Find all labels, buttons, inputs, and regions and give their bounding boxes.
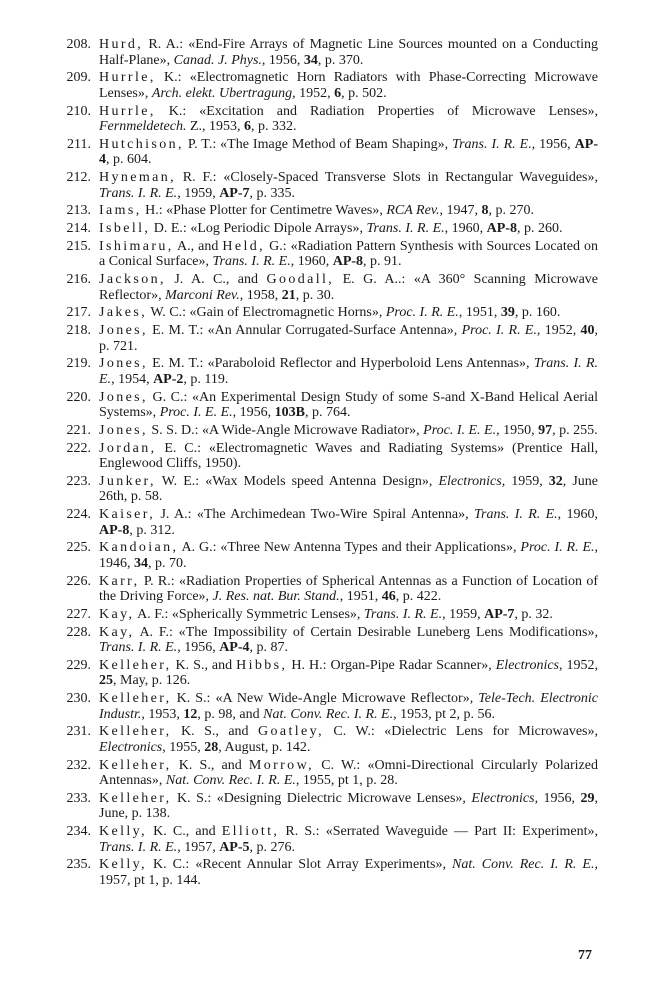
reference-text: , 1955, pt 1, p. 28.	[295, 773, 398, 788]
reference-text: , p. 332.	[251, 119, 297, 134]
reference-author: Kelleher,	[99, 657, 172, 673]
reference-journal: Trans. I. R. E.	[366, 221, 445, 236]
reference-journal: Tele-Tech. Electronic Industr.	[99, 691, 599, 722]
reference-journal: Marconi Rev.	[165, 287, 240, 303]
reference-text: , p. 255.	[552, 422, 598, 438]
reference-number: 229.	[66, 657, 91, 673]
reference-text: , p. 119.	[183, 371, 229, 387]
reference-author: Hurd,	[99, 37, 144, 52]
reference-item	[50, 305, 598, 321]
reference-text: , p. 70.	[148, 555, 187, 571]
reference-text: , 1953,	[141, 706, 184, 722]
reference-number: 233.	[66, 790, 91, 806]
reference-text: , p. 270.	[488, 203, 534, 219]
reference-author: Kelly,	[99, 857, 147, 873]
reference-journal: Trans. I. R. E.	[452, 136, 532, 152]
reference-text: R. A.: «End-Fire Arrays of Magnetic Line Sources mounted on a Conducting Half-Plane»,	[99, 37, 598, 68]
reference-number: 227.	[66, 606, 91, 622]
reference-text: , 1952,	[559, 657, 598, 673]
reference-item	[50, 607, 598, 623]
reference-number: 213.	[66, 203, 91, 219]
reference-author: Hurrle,	[99, 103, 156, 119]
reference-text: A., and	[173, 238, 223, 254]
reference-author: Kaiser,	[99, 507, 156, 522]
reference-volume: 25	[99, 673, 113, 689]
reference-volume: 29	[580, 790, 595, 806]
reference-list	[50, 37, 598, 891]
reference-item	[50, 441, 598, 472]
reference-text: H. H.: Organ-Pipe Radar Scanner»,	[287, 657, 496, 673]
reference-text: , 1950,	[496, 422, 539, 438]
reference-item	[50, 474, 598, 505]
reference-number: 222.	[66, 440, 91, 456]
reference-journal: Nat. Conv. Rec. I. R. E.	[263, 706, 394, 722]
reference-text: , p. 422.	[395, 589, 442, 604]
reference-journal: Arch. elekt. Ubertragung	[151, 85, 293, 101]
reference-item	[50, 390, 598, 421]
reference-journal: J. Res. nat. Bur. Stand.	[212, 589, 340, 604]
reference-text: K. C., and	[146, 824, 222, 839]
reference-text: , August, p. 142.	[218, 739, 311, 755]
reference-text: A. F.: «Spherically Symmetric Lenses»,	[134, 606, 364, 622]
reference-text: , 1959,	[442, 606, 485, 622]
reference-item	[50, 824, 598, 855]
reference-text: , p. 721.	[99, 323, 598, 354]
reference-text: K. C.: «Recent Annular Slot Array Experiments»,	[146, 857, 452, 873]
reference-text: A. F.: «The Impossibility of Certain Desirable Luneberg Lens Modifications»,	[134, 624, 598, 640]
reference-volume: 12	[183, 706, 198, 722]
reference-text: Z., 1953,	[186, 119, 245, 134]
reference-text: , p. 276.	[249, 839, 296, 855]
reference-author: Jordan,	[99, 440, 157, 456]
reference-volume: AP-8	[99, 522, 130, 538]
reference-author: Kandoian,	[99, 540, 179, 556]
reference-item	[50, 625, 598, 656]
reference-author: Jones,	[99, 323, 148, 338]
reference-item	[50, 423, 598, 439]
reference-text: E. M. T.: «An Annular Corrugated-Surface Antenna»,	[147, 323, 462, 338]
reference-text: , 1957, pt 1, p. 144.	[99, 857, 598, 888]
reference-text: K. S., and	[171, 724, 258, 740]
reference-volume: 34	[303, 52, 318, 68]
reference-text: K. S.: «Designing Dielectric Microwave Lenses»,	[171, 790, 472, 806]
reference-number: 221.	[66, 422, 91, 438]
reference-text: E. C.: «Electromagnetic Waves and Radiating Systems» (Prentice Hall, Englewood Cliffs, 1950).	[99, 440, 598, 471]
reference-author: Kelleher,	[99, 724, 172, 740]
reference-volume: 28	[204, 739, 219, 755]
reference-text: , 1957,	[177, 839, 220, 855]
reference-journal: Proc. I. R. E.	[461, 323, 537, 338]
reference-text: G.: «Radiation Pattern Synthesis with Sources Located on a Conical Surface»,	[99, 238, 599, 270]
reference-journal: Electronics	[99, 739, 163, 755]
reference-item	[50, 323, 598, 354]
reference-text: , 1955,	[162, 739, 205, 755]
reference-journal: Trans. I. R. E.	[99, 839, 178, 855]
reference-text: , 1959,	[501, 473, 549, 489]
reference-volume: 32	[548, 473, 563, 489]
reference-text: , p. 30.	[295, 287, 335, 303]
reference-author: Goatley,	[258, 724, 324, 740]
reference-volume: AP-7	[484, 606, 515, 622]
reference-item	[50, 574, 598, 605]
reference-journal: Trans. I. R. E.	[99, 356, 599, 387]
reference-journal: Trans. I. R. E.	[99, 640, 178, 655]
reference-number: 209.	[66, 70, 91, 86]
reference-author: Hurrle,	[99, 70, 156, 86]
reference-volume: 40	[580, 323, 595, 338]
reference-item	[50, 272, 598, 303]
reference-number: 219.	[66, 356, 91, 372]
reference-author: Kelleher,	[99, 790, 172, 806]
reference-text: , 1956,	[177, 640, 220, 655]
reference-author: Karr,	[99, 573, 140, 589]
reference-text: , p. 312.	[129, 522, 175, 538]
reference-text: , June, p. 138.	[99, 790, 599, 822]
reference-volume: AP-2	[153, 371, 184, 387]
reference-number: 230.	[66, 691, 91, 706]
reference-journal: Proc. I. R. E.	[385, 305, 459, 321]
reference-number: 224.	[66, 507, 91, 522]
reference-number: 217.	[66, 305, 91, 321]
reference-volume: AP-5	[219, 839, 250, 855]
reference-author: Jackson,	[99, 272, 166, 287]
reference-number: 234.	[66, 824, 91, 839]
reference-text: , p. 160.	[514, 305, 561, 321]
reference-item	[50, 507, 598, 538]
reference-volume: 46	[381, 589, 396, 604]
reference-text: K. S., and	[171, 757, 249, 773]
reference-text: G. C.: «An Experimental Design Study of some S-and X-Band Helical Aerial Systems»,	[99, 389, 598, 420]
reference-text: E. M. T.: «Paraboloid Reflector and Hyperboloid Lens Antennas»,	[147, 356, 534, 372]
reference-journal: Electronics	[438, 473, 502, 489]
reference-author: Kelleher,	[99, 691, 172, 706]
reference-text: , p. 604.	[106, 152, 152, 168]
reference-journal: Electronics	[471, 790, 535, 806]
reference-author: Kay,	[99, 624, 135, 640]
reference-text: R. F.: «Closely-Spaced Transverse Slots in Rectangular Waveguides»,	[175, 170, 598, 185]
reference-author: Held,	[222, 238, 266, 254]
reference-journal: Proc. I. R. E.	[520, 540, 595, 556]
reference-number: 215.	[66, 238, 91, 254]
reference-text: , 1956,	[232, 405, 275, 420]
reference-item	[50, 658, 598, 689]
reference-text: K.: «Excitation and Radiation Properties of Microwave Lenses»,	[155, 103, 598, 119]
reference-text: , 1956,	[261, 52, 304, 68]
reference-volume: 103B	[274, 405, 305, 420]
reference-author: Kelleher,	[99, 757, 172, 773]
reference-item	[50, 356, 598, 387]
reference-item	[50, 37, 598, 68]
reference-item	[50, 221, 598, 237]
reference-text: H.: «Phase Plotter for Centimetre Waves»,	[141, 203, 387, 219]
reference-text: , p. 32.	[514, 606, 553, 622]
reference-author: Hibbs,	[236, 657, 288, 673]
reference-text: A. G.: «Three New Antenna Types and their Applications»,	[178, 540, 521, 556]
reference-number: 214.	[66, 221, 91, 236]
reference-volume: AP-8	[332, 254, 364, 270]
reference-text: , 1956,	[531, 136, 575, 152]
reference-item	[50, 203, 598, 219]
reference-volume: 21	[281, 287, 296, 303]
reference-number: 220.	[66, 389, 91, 405]
reference-text: S. S. D.: «A Wide-Angle Microwave Radiator»,	[147, 422, 424, 438]
reference-item	[50, 239, 598, 270]
page-number: 77	[578, 948, 592, 963]
reference-text: , 1960,	[557, 507, 598, 522]
reference-journal: Trans. I. R. E.	[99, 185, 178, 201]
reference-volume: 8	[481, 203, 489, 219]
reference-journal: RCA Rev.	[386, 203, 440, 219]
reference-author: Iams,	[99, 203, 142, 219]
reference-journal: Proc. I. E. E.	[423, 422, 497, 438]
reference-text: , p. 370.	[317, 52, 364, 68]
reference-item	[50, 70, 598, 101]
reference-text: R. S.: «Serrated Waveguide — Part II: Experiment»,	[279, 824, 598, 839]
reference-item	[50, 104, 598, 135]
reference-author: Hyneman,	[99, 170, 176, 185]
reference-journal: Nat. Conv. Rec. I. R. E.	[452, 857, 595, 873]
reference-text: P. R.: «Radiation Properties of Spherical Antennas as a Function of Location of the Driving Force»,	[99, 573, 598, 604]
reference-volume: 34	[134, 555, 148, 571]
reference-author: Ishimaru,	[99, 238, 174, 254]
reference-number: 231.	[66, 724, 91, 740]
reference-text: , p. 502.	[341, 85, 387, 101]
reference-number: 216.	[66, 272, 91, 287]
reference-journal: Trans. I. R. E.	[363, 606, 443, 622]
reference-item	[50, 857, 598, 888]
reference-text: , p. 98, and	[197, 706, 264, 722]
reference-volume: 6	[334, 85, 342, 101]
reference-text: , p. 87.	[249, 640, 289, 655]
reference-volume: 6	[244, 119, 252, 134]
reference-text: , 1956,	[534, 790, 581, 806]
reference-text: J. A.: «The Archimedean Two-Wire Spiral Antenna»,	[155, 507, 474, 522]
reference-text: E. G. A..: «A 360° Scanning Microwave Reflector»,	[99, 272, 598, 303]
reference-item	[50, 758, 598, 789]
reference-volume: AP-4	[99, 136, 598, 168]
reference-volume: 39	[500, 305, 515, 321]
reference-text: , 1959,	[177, 185, 220, 201]
reference-number: 210.	[66, 103, 91, 119]
reference-text: D. E.: «Log Periodic Dipole Arrays»,	[150, 221, 367, 236]
reference-author: Morrow,	[248, 757, 315, 773]
reference-text: J. A. C., and	[165, 272, 267, 287]
reference-volume: AP-7	[219, 185, 250, 201]
reference-text: W. C.: «Gain of Electromagnetic Horns»,	[147, 305, 386, 321]
reference-text: , p. 91.	[363, 254, 402, 270]
reference-item	[50, 137, 598, 168]
reference-item	[50, 691, 598, 722]
reference-author: Junker,	[99, 473, 156, 489]
reference-number: 226.	[66, 573, 91, 589]
reference-author: Goodall,	[266, 272, 335, 287]
reference-number: 218.	[66, 323, 91, 338]
reference-text: , 1952,	[536, 323, 581, 338]
reference-author: Jakes,	[99, 305, 148, 321]
reference-journal: Fernmeldetech.	[99, 119, 187, 134]
reference-number: 211.	[67, 136, 91, 152]
reference-journal: Trans. I. R. E.	[473, 507, 558, 522]
reference-journal: Proc. I. E. E.	[159, 405, 233, 420]
reference-author: Hutchison,	[99, 136, 184, 152]
reference-number: 212.	[66, 170, 91, 185]
reference-journal: Trans. I. R. E.	[212, 254, 291, 270]
reference-author: Jones,	[99, 389, 148, 405]
reference-author: Kelly,	[99, 824, 147, 839]
reference-text: C. W.: «Omni-Directional Circularly Polarized Antennas»,	[99, 757, 598, 788]
reference-text: , 1960,	[290, 254, 333, 270]
reference-item	[50, 724, 598, 755]
reference-volume: AP-4	[219, 640, 250, 655]
reference-journal: Nat. Conv. Rec. I. R. E.	[165, 773, 296, 788]
reference-author: Elliott,	[221, 824, 280, 839]
reference-journal: Canad. J. Phys.	[173, 52, 262, 68]
reference-text: , June 26th, p. 58.	[99, 473, 598, 505]
reference-text: , 1958,	[239, 287, 282, 303]
reference-text: , 1960,	[444, 221, 487, 236]
reference-text: , p. 260.	[516, 221, 563, 236]
reference-number: 225.	[66, 540, 91, 556]
reference-number: 228.	[66, 624, 91, 640]
reference-journal: Electronics	[495, 657, 559, 673]
reference-text: W. E.: «Wax Models speed Antenna Design»,	[155, 473, 439, 489]
reference-text: C. W.: «Dielectric Lens for Microwaves»,	[323, 724, 598, 740]
reference-author: Jones,	[99, 422, 148, 438]
reference-number: 235.	[66, 857, 91, 873]
reference-item	[50, 170, 598, 201]
reference-text: , 1951,	[339, 589, 382, 604]
reference-text: , May, p. 126.	[113, 673, 191, 689]
reference-author: Jones,	[99, 356, 148, 372]
reference-text: , p. 764.	[305, 405, 351, 420]
reference-volume: AP-8	[486, 221, 517, 236]
reference-text: K.: «Electromagnetic Horn Radiators with Phase-Correcting Microwave Lenses»,	[99, 70, 598, 101]
reference-item	[50, 791, 598, 822]
reference-text: , p. 335.	[249, 185, 296, 201]
reference-text: P. T.: «The Image Method of Beam Shaping»,	[183, 136, 453, 152]
reference-item	[50, 540, 598, 571]
reference-number: 232.	[66, 757, 91, 773]
reference-text: , 1946,	[99, 540, 598, 571]
reference-text: K. S.: «A New Wide-Angle Microwave Reflector»,	[171, 691, 479, 706]
reference-text: , 1952,	[292, 85, 335, 101]
reference-volume: 97	[538, 422, 553, 438]
reference-number: 208.	[66, 37, 91, 52]
reference-text: , 1947,	[439, 203, 482, 219]
reference-author: Kay,	[99, 606, 135, 622]
reference-text: K. S., and	[171, 657, 237, 673]
reference-author: Isbell,	[99, 221, 151, 236]
reference-text: , 1951,	[458, 305, 501, 321]
reference-text: , 1953, pt 2, p. 56.	[393, 706, 496, 722]
reference-text: , 1954,	[111, 371, 154, 387]
reference-number: 223.	[66, 473, 91, 489]
